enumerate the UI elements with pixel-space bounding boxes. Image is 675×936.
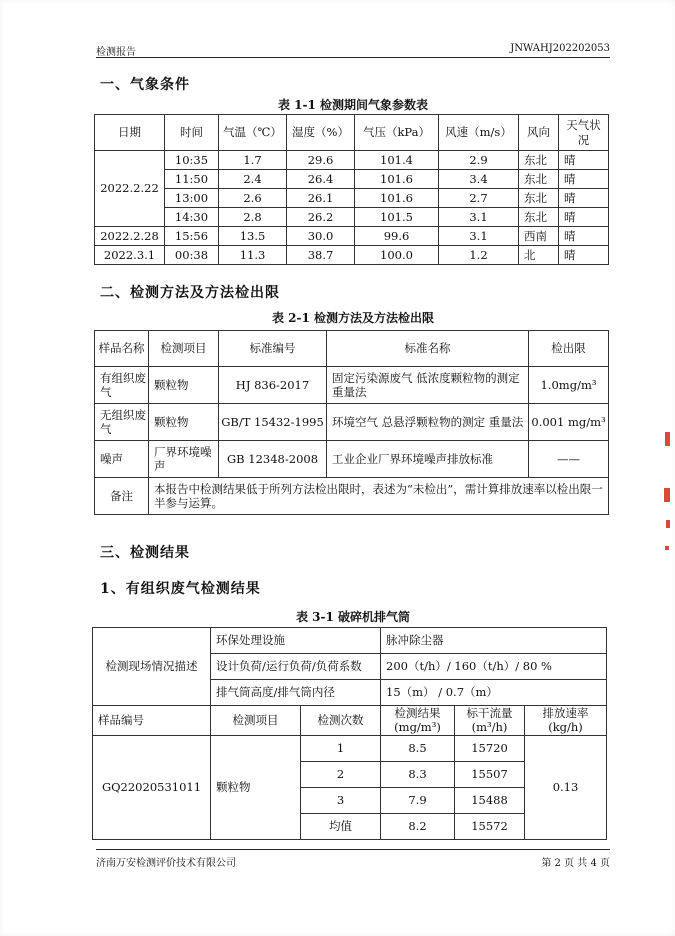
seal-fragment-2	[664, 488, 670, 502]
cell-time: 13:00	[165, 189, 219, 208]
site-item-value: 15（m） / 0.7（m）	[381, 680, 607, 706]
cell-limit: 0.001 mg/m³	[529, 404, 609, 441]
cell-temp: 2.4	[219, 170, 287, 189]
cell-pressure: 99.6	[355, 227, 439, 246]
cell-flow: 15507	[455, 761, 525, 787]
th-rate: 排放速率(kg/h)	[525, 706, 607, 736]
th-pressure: 气压（kPa）	[355, 115, 439, 151]
cell-humidity: 26.4	[287, 170, 355, 189]
site-item-value: 脉冲除尘器	[381, 628, 607, 654]
header-rule	[96, 57, 610, 58]
th-count: 检测次数	[301, 706, 381, 736]
table-row	[95, 441, 609, 478]
cell-sample-id: GQ22020531011	[93, 735, 211, 839]
cell-pressure: 101.6	[355, 170, 439, 189]
th-sample-id: 样品编号	[93, 706, 211, 736]
cell-date: 2022.2.28	[95, 227, 165, 246]
cell-name: 固定污染源废气 低浓度颗粒物的测定 重量法	[327, 367, 529, 404]
th-sample: 样品名称	[95, 331, 149, 367]
table-row	[95, 189, 609, 208]
cell-pressure: 101.5	[355, 208, 439, 227]
page-number: 第 2 页 共 4 页	[541, 858, 610, 869]
cell-wind-speed: 3.4	[439, 170, 519, 189]
cell-wind-dir: 东北	[519, 189, 559, 208]
cell-count: 2	[301, 761, 381, 787]
cell-humidity: 38.7	[287, 246, 355, 265]
cell-wind-dir: 东北	[519, 151, 559, 170]
table1-caption: 表 1-1 检测期间气象参数表	[277, 98, 429, 112]
cell-pressure: 100.0	[355, 246, 439, 265]
th-code: 标准编号	[219, 331, 327, 367]
cell-item: 颗粒物	[149, 367, 219, 404]
section1-title: 一、气象条件	[100, 77, 190, 93]
method-table	[94, 330, 609, 515]
th-item: 检测项目	[211, 706, 301, 736]
cell-name: 工业企业厂界环境噪声排放标准	[327, 441, 529, 478]
cell-flow: 15572	[455, 813, 525, 839]
table-row	[95, 208, 609, 227]
site-row	[93, 628, 607, 654]
cell-date: 2022.2.22	[95, 151, 165, 227]
seal-fragment-1	[665, 432, 670, 446]
cell-weather: 晴	[559, 151, 609, 170]
cell-count: 3	[301, 787, 381, 813]
footer-rule	[96, 849, 610, 850]
th-humidity: 湿度（%）	[287, 115, 355, 151]
cell-humidity: 29.6	[287, 151, 355, 170]
cell-wind-dir: 西南	[519, 227, 559, 246]
cell-result: 8.5	[381, 735, 455, 761]
cell-limit: ——	[529, 441, 609, 478]
cell-flow: 15720	[455, 735, 525, 761]
cell-result: 7.9	[381, 787, 455, 813]
table3-caption: 表 3-1 破碎机排气筒	[295, 610, 411, 624]
cell-weather: 晴	[559, 208, 609, 227]
cell-name: 环境空气 总悬浮颗粒物的测定 重量法	[327, 404, 529, 441]
site-item-label: 设计负荷/运行负荷/负荷系数	[211, 654, 381, 680]
site-item-value: 200（t/h）/ 160（t/h）/ 80 %	[381, 654, 607, 680]
cell-wind-dir: 东北	[519, 170, 559, 189]
cell-item: 厂界环境噪声	[149, 441, 219, 478]
cell-humidity: 26.1	[287, 189, 355, 208]
table-row	[95, 404, 609, 441]
cell-temp: 2.6	[219, 189, 287, 208]
table-row	[95, 151, 609, 170]
cell-result: 8.2	[381, 813, 455, 839]
th-limit: 检出限	[529, 331, 609, 367]
cell-weather: 晴	[559, 170, 609, 189]
cell-result: 8.3	[381, 761, 455, 787]
cell-time: 15:56	[165, 227, 219, 246]
cell-wind-speed: 3.1	[439, 208, 519, 227]
cell-time: 14:30	[165, 208, 219, 227]
cell-count: 1	[301, 735, 381, 761]
section3-title: 三、检测结果	[100, 545, 190, 561]
cell-date: 2022.3.1	[95, 246, 165, 265]
cell-temp: 2.8	[219, 208, 287, 227]
note-label: 备注	[95, 478, 149, 515]
site-label: 检测现场情况描述	[93, 628, 211, 706]
cell-wind-speed: 2.9	[439, 151, 519, 170]
table3-header-row	[93, 706, 607, 736]
cell-time: 11:50	[165, 170, 219, 189]
cell-temp: 11.3	[219, 246, 287, 265]
cell-time: 10:35	[165, 151, 219, 170]
cell-pressure: 101.6	[355, 189, 439, 208]
table1-header-row	[95, 115, 609, 151]
cell-weather: 晴	[559, 246, 609, 265]
cell-temp: 1.7	[219, 151, 287, 170]
cell-flow: 15488	[455, 787, 525, 813]
site-item-label: 环保处理设施	[211, 628, 381, 654]
cell-rate: 0.13	[525, 735, 607, 839]
cell-sample: 无组织废气	[95, 404, 149, 441]
table-row	[95, 478, 609, 515]
seal-fragment-4	[665, 546, 669, 550]
th-date: 日期	[95, 115, 165, 151]
cell-wind-dir: 东北	[519, 208, 559, 227]
table-row	[95, 246, 609, 265]
cell-wind-dir: 北	[519, 246, 559, 265]
cell-pressure: 101.4	[355, 151, 439, 170]
cell-wind-speed: 2.7	[439, 189, 519, 208]
note-text: 本报告中检测结果低于所列方法检出限时，表述为“未检出”，需计算排放速率以检出限一半参与运算。	[149, 478, 609, 515]
cell-code: HJ 836-2017	[219, 367, 327, 404]
th-temp: 气温（℃）	[219, 115, 287, 151]
header-left: 检测报告	[96, 47, 136, 58]
cell-wind-speed: 3.1	[439, 227, 519, 246]
cell-humidity: 30.0	[287, 227, 355, 246]
table-row	[93, 735, 607, 761]
site-item-label: 排气筒高度/排气筒内径	[211, 680, 381, 706]
section3-1-title: 1、有组织废气检测结果	[100, 581, 261, 597]
table2-header-row	[95, 331, 609, 367]
cell-sample: 噪声	[95, 441, 149, 478]
cell-code: GB 12348-2008	[219, 441, 327, 478]
th-weather: 天气状况	[559, 115, 609, 151]
cell-weather: 晴	[559, 227, 609, 246]
th-result: 检测结果(mg/m³)	[381, 706, 455, 736]
table-row	[95, 170, 609, 189]
th-time: 时间	[165, 115, 219, 151]
th-wind-speed: 风速（m/s）	[439, 115, 519, 151]
table-row	[95, 367, 609, 404]
cell-limit: 1.0mg/m³	[529, 367, 609, 404]
cell-wind-speed: 1.2	[439, 246, 519, 265]
cell-humidity: 26.2	[287, 208, 355, 227]
cell-time: 00:38	[165, 246, 219, 265]
company-name: 济南万安检测评价技术有限公司	[96, 858, 236, 869]
table-row	[95, 227, 609, 246]
table2-caption: 表 2-1 检测方法及方法检出限	[271, 311, 435, 325]
th-flow: 标干流量(m³/h)	[455, 706, 525, 736]
th-name: 标准名称	[327, 331, 529, 367]
cell-code: GB/T 15432-1995	[219, 404, 327, 441]
th-item: 检测项目	[149, 331, 219, 367]
weather-table	[94, 114, 609, 265]
cell-temp: 13.5	[219, 227, 287, 246]
cell-item: 颗粒物	[211, 735, 301, 839]
cell-weather: 晴	[559, 189, 609, 208]
cell-count: 均值	[301, 813, 381, 839]
section2-title: 二、检测方法及方法检出限	[100, 285, 280, 301]
th-wind-dir: 风向	[519, 115, 559, 151]
seal-fragment-3	[666, 520, 670, 528]
cell-sample: 有组织废气	[95, 367, 149, 404]
results-table	[92, 627, 607, 840]
report-number: JNWAHJ202202053	[510, 43, 610, 54]
cell-item: 颗粒物	[149, 404, 219, 441]
